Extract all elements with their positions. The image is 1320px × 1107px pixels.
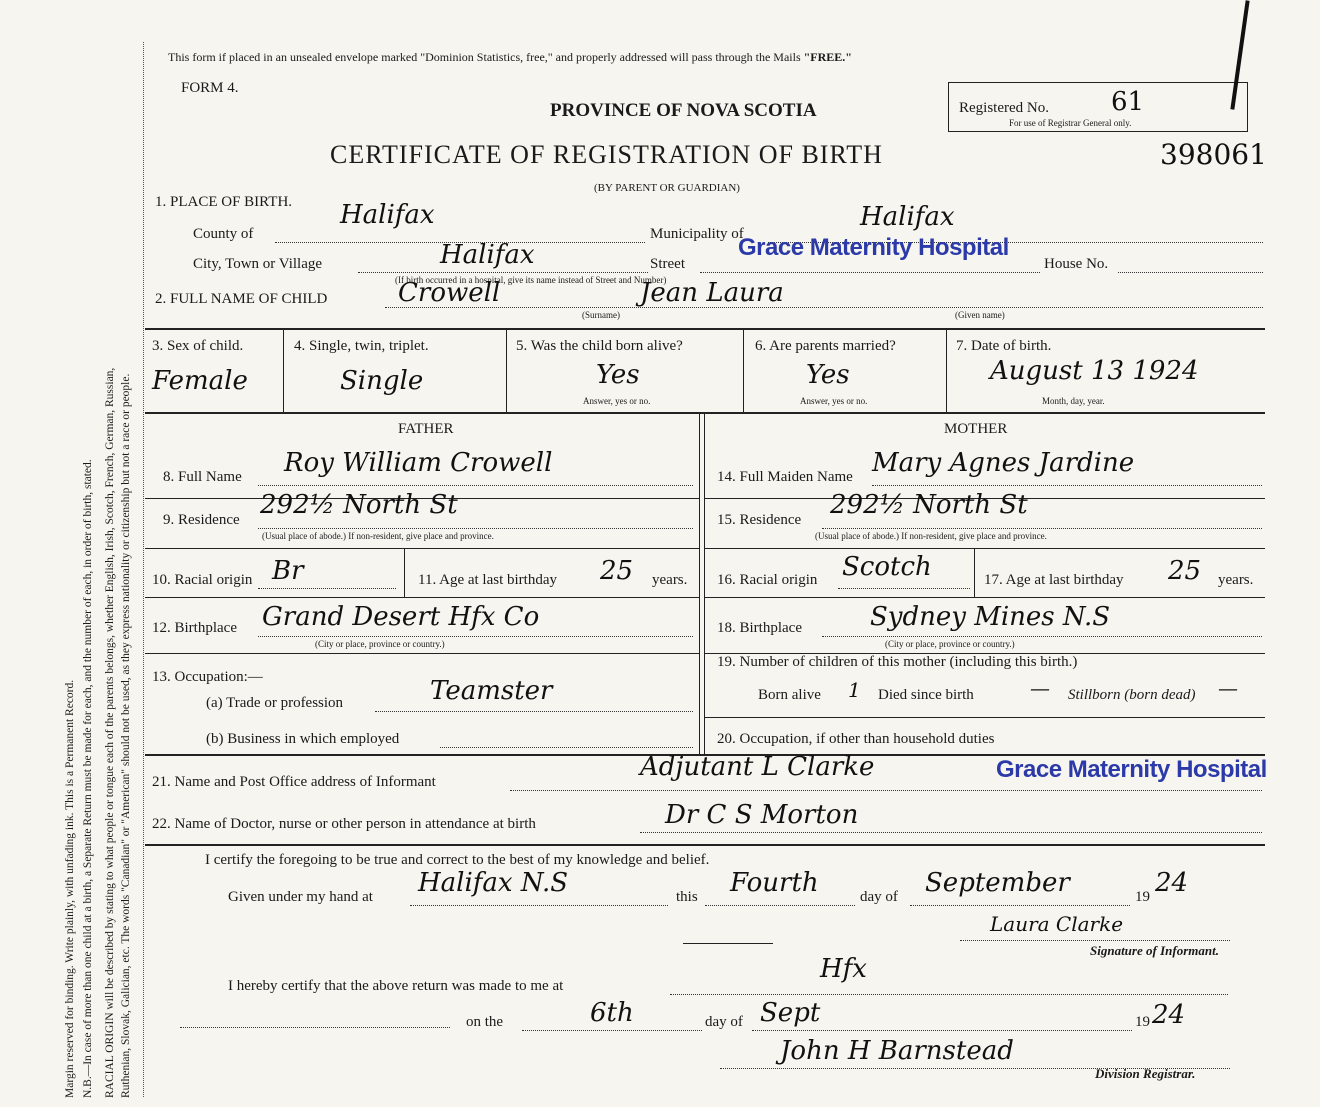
mother-row-rule-2 [705,548,1265,549]
died-label: Died since birth [878,687,974,703]
margin-note-2: N.B.—In case of more than one child at a birth, a Separate Return must be made for each, and the number of each, in order of birth, stated. [82,459,94,1098]
row3-div-1 [283,330,284,412]
business-label: (b) Business in which employed [206,731,400,747]
father-name-value: Roy William Crowell [284,448,553,478]
alive-value: Yes [596,360,640,390]
reg-year-prefix: 19 [1135,1014,1150,1030]
stillborn-label: Stillborn (born dead) [1068,687,1196,703]
father-row-rule-3 [145,597,699,598]
child-surname: Crowell [398,278,501,308]
children-label: 19. Number of children of this mother (including this birth.) [717,654,1078,670]
occupation-label: 13. Occupation:— [152,669,263,685]
father-age-value: 25 [600,556,634,586]
certificate-title: CERTIFICATE OF REGISTRATION OF BIRTH [330,140,883,169]
reg-day-line [522,1030,702,1031]
registrar-place: Hfx [820,954,867,984]
father-row-rule-2 [145,548,699,549]
mother-res-value: 292½ North St [830,490,1028,520]
doctor-label: 22. Name of Doctor, nurse or other person in attendance at birth [152,816,536,832]
registered-box [948,82,1248,132]
margin-line [143,42,145,1097]
mother-res-caption: (Usual place of abode.) If non-resident, give place and province. [815,531,1047,541]
house-label: House No. [1044,256,1109,272]
this-label: this [676,889,698,905]
mother-age-label: 17. Age at last birthday [984,572,1124,588]
on-the-label: on the [466,1014,504,1030]
row3-div-2 [506,330,507,412]
mother-name-label: 14. Full Maiden Name [717,469,853,485]
certify-top-rule [145,844,1265,846]
registered-label: Registered No. [959,100,1049,116]
form-number: FORM 4. [181,80,239,96]
mother-occ-label: 20. Occupation, if other than household duties [717,731,995,747]
married-value: Yes [806,360,850,390]
city-line [358,272,648,273]
dob-caption: Month, day, year. [1042,396,1105,406]
certify-statement: I certify the foregoing to be true and correct to the best of my knowledge and belief. [205,852,710,868]
given-place-line [410,905,668,906]
mail-note [168,50,852,65]
reg-day-of-label: day of [705,1014,743,1030]
certificate-subtitle: (BY PARENT OR GUARDIAN) [594,182,740,194]
doctor-line [640,832,1262,833]
informant-label: 21. Name and Post Office address of Informant [152,774,436,790]
father-heading: FATHER [398,421,454,437]
father-name-line [258,485,693,486]
registered-value: 61 [1111,87,1145,117]
married-label: 6. Are parents married? [755,338,896,354]
alive-caption: Answer, yes or no. [583,396,651,406]
single-label: 4. Single, twin, triplet. [294,338,429,354]
mother-name-line [872,485,1262,486]
given-place: Halifax N.S [418,868,569,898]
reg-month: Sept [760,998,821,1028]
signature-line [960,940,1230,941]
year-value: 24 [1155,868,1189,898]
surname-caption: (Surname) [582,310,620,320]
day-line [705,905,855,906]
informant-stamp: Grace Maternity Hospital [996,756,1267,783]
mother-age-unit: years. [1218,572,1254,588]
married-caption: Answer, yes or no. [800,396,868,406]
mother-bp-value: Sydney Mines N.S [870,602,1111,632]
hospital-note: (If birth occurred in a hospital, give its name instead of Street and Number) [395,275,667,285]
alive-label: 5. Was the child born alive? [516,338,683,354]
row3-bottom-rule [145,412,1265,414]
mail-note-text: This form if placed in an unsealed envelope marked "Dominion Statistics, free," and properly addressed will pass through the Mails [168,50,804,64]
row3-div-4 [946,330,947,412]
day-value: Fourth [730,868,819,898]
trade-line [375,711,693,712]
father-age-unit: years. [652,572,688,588]
registrar-statement: I hereby certify that the above return was made to me at [228,978,564,994]
doctor-value: Dr C S Morton [665,800,859,830]
father-res-line [258,528,693,529]
dob-value: August 13 1924 [990,356,1199,386]
trade-value: Teamster [430,676,553,706]
born-alive-label: Born alive [758,687,821,703]
mother-res-label: 15. Residence [717,512,802,528]
handwritten-number: 398061 [1160,138,1267,171]
county-label: County of [193,226,254,242]
father-race-value: Br [272,556,304,586]
month-value: September [925,868,1070,898]
father-race-line [258,588,396,589]
father-bp-label: 12. Birthplace [152,620,237,636]
stillborn-value: — [1218,676,1238,700]
mother-res-line [822,528,1262,529]
business-line [440,747,693,748]
row3-div-3 [743,330,744,412]
dob-label: 7. Date of birth. [956,338,1052,354]
year-prefix: 19 [1135,889,1150,905]
mother-race-value: Scotch [842,552,932,582]
mother-bp-caption: (City or place, province or country.) [885,639,1015,649]
father-name-label: 8. Full Name [163,469,242,485]
given-label: Given under my hand at [228,889,373,905]
reg-day: 6th [590,998,634,1028]
registrar-place-line [670,994,1228,995]
trade-label: (a) Trade or profession [206,695,344,711]
sex-label: 3. Sex of child. [152,338,244,354]
mother-race-div [974,549,975,597]
child-name-line [385,307,1263,308]
father-bp-caption: (City or place, province or country.) [315,639,445,649]
father-bp-value: Grand Desert Hfx Co [262,602,540,632]
parents-divider-2 [704,414,705,754]
city-label: City, Town or Village [193,256,323,272]
street-stamp: Grace Maternity Hospital [738,234,1009,261]
row3-top-rule [145,328,1265,330]
mother-heading: MOTHER [944,421,1008,437]
reg-year: 24 [1152,1000,1186,1030]
municipality-value: Halifax [860,202,955,232]
day-of-label: day of [860,889,898,905]
born-alive-value: 1 [848,678,861,702]
margin-note-1: Margin reserved for binding. Write plainly, with unfading ink. This is a Permanent Record. [64,679,76,1098]
father-age-label: 11. Age at last birthday [418,572,557,588]
parents-divider [699,414,700,754]
city-value: Halifax [440,240,535,270]
signature-label: Signature of Informant. [1090,943,1219,958]
mother-race-label: 16. Racial origin [717,572,818,588]
mother-row-rule-3 [705,597,1265,598]
month-line [910,905,1130,906]
father-row-rule-4 [145,653,699,654]
street-line [700,272,1040,273]
informant-value: Adjutant L Clarke [640,752,875,782]
child-given: Jean Laura [640,278,784,308]
margin-note-3: RACIAL ORIGIN will be described by stating to what people or tongue each of the parents belongs, whether English, Irish, Scotch, French, German, Russian, [104,367,116,1098]
street-label: Street [650,256,685,272]
sex-value: Female [152,366,248,396]
separator-line [683,943,773,944]
mother-bp-line [822,636,1262,637]
father-race-label: 10. Racial origin [152,572,253,588]
county-value: Halifax [340,200,435,230]
single-value: Single [340,366,424,396]
father-race-div [404,549,405,597]
father-res-caption: (Usual place of abode.) If non-resident, give place and province. [262,531,494,541]
mother-bp-label: 18. Birthplace [717,620,802,636]
mother-race-line [838,588,970,589]
informant-signature: Laura Clarke [990,912,1124,936]
registrar-note: For use of Registrar General only. [1009,118,1132,128]
informant-line [510,790,1262,791]
father-res-value: 292½ North St [260,490,458,520]
mother-row-rule-5 [705,717,1265,718]
father-bp-line [258,636,693,637]
reg-month-line [752,1030,1132,1031]
mother-name-value: Mary Agnes Jardine [872,448,1135,478]
place-of-birth-label: 1. PLACE OF BIRTH. [155,194,293,210]
province-title: PROVINCE OF NOVA SCOTIA [550,100,817,121]
died-value: — [1030,676,1050,700]
house-line [1118,272,1263,273]
mail-note-free: "FREE." [803,50,852,64]
registrar-signature: John H Barnstead [780,1036,1014,1066]
municipality-label: Municipality of [650,226,744,242]
margin-note-4: Ruthenian, Slovak, Galician, etc. The words "Canadian" or "American" should not be used, as they express nationality or citizenship but not a race or people. [120,373,132,1098]
child-name-label: 2. FULL NAME OF CHILD [155,291,328,307]
given-caption: (Given name) [955,310,1005,320]
father-res-label: 9. Residence [163,512,240,528]
mother-age-value: 25 [1168,556,1202,586]
registrar-label: Division Registrar. [1095,1066,1196,1081]
registrar-extra-line [180,1027,450,1028]
